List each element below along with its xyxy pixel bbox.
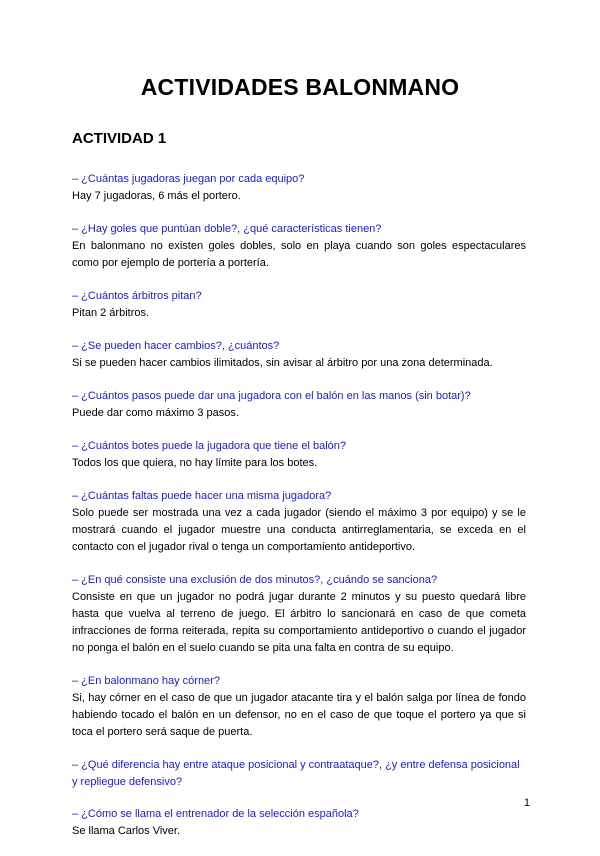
qa-item xyxy=(72,438,526,472)
qa-item xyxy=(72,673,526,741)
answer-text: Se llama Carlos Viver. xyxy=(72,825,181,837)
qa-item xyxy=(72,388,526,422)
question-text: – ¿Cuántos botes puede la jugadora que tiene el balón? xyxy=(72,440,346,452)
qa-item xyxy=(72,338,526,372)
qa-item xyxy=(72,757,526,791)
question-text: – ¿Se pueden hacer cambios?, ¿cuántos? xyxy=(72,340,280,352)
question-text: – ¿En qué consiste una exclusión de dos minutos?, ¿cuándo se sanciona? xyxy=(72,574,438,586)
qa-item xyxy=(72,288,526,322)
question-text: – ¿En balonmano hay córner? xyxy=(72,675,220,687)
answer-text: Consiste en que un jugador no podrá jugar durante 2 minutos y su puesto quedará libre hasta que vuelva al terreno de juego. El árbitro lo sancionará en caso de que cometa infracciones de forma reiterada, repita su comportamiento antideportivo o cuando el jugador no ponga el balón en el suelo cuando se pita una falta en contra de su equipo. xyxy=(72,591,526,654)
answer-text: Si se pueden hacer cambios ilimitados, sin avisar al árbitro por una zona determinada. xyxy=(72,357,493,369)
question-text: – ¿Hay goles que puntúan doble?, ¿qué características tienen? xyxy=(72,223,382,235)
qa-item xyxy=(72,806,526,840)
question-text: – ¿Cómo se llama el entrenador de la selección española? xyxy=(72,808,359,820)
answer-text: Si, hay córner en el caso de que un jugador atacante tira y el balón salga por línea de fondo habiendo tocado el balón en un defensor, no en el caso de que toque el portero ya que si toca el portero será saque de puerta. xyxy=(72,692,526,738)
question-text: – ¿Cuántos árbitros pitan? xyxy=(72,290,202,302)
qa-list xyxy=(72,171,526,856)
answer-text: Solo puede ser mostrada una vez a cada jugador (siendo el máximo 3 por equipo) y se le mostrará cuando el jugador muestre una conducta antirreglamentaria, se exceda en el contacto con el jugador rival o tenga un comportamiento antideportivo. xyxy=(72,507,526,553)
answer-text: Puede dar como máximo 3 pasos. xyxy=(72,407,239,419)
qa-item xyxy=(72,221,526,272)
answer-text: En balonmano no existen goles dobles, solo en playa cuando son goles espectaculares como por ejemplo de portería a portería. xyxy=(72,240,526,269)
question-text: – ¿Cuántas faltas puede hacer una misma jugadora? xyxy=(72,490,332,502)
qa-item xyxy=(72,171,526,205)
answer-text: Pitan 2 árbitros. xyxy=(72,307,150,319)
answer-text: Todos los que quiera, no hay límite para los botes. xyxy=(72,457,318,469)
document-title: ACTIVIDADES BALONMANO xyxy=(140,74,460,100)
question-text: – ¿Cuántas jugadoras juegan por cada equipo? xyxy=(72,173,305,185)
qa-item xyxy=(72,572,526,657)
answer-text: Hay 7 jugadoras, 6 más el portero. xyxy=(72,190,241,202)
question-text: – ¿Qué diferencia hay entre ataque posicional y contraataque?, ¿y entre defensa posicional y repliegue defensivo? xyxy=(72,759,520,788)
page-number: 1 xyxy=(523,797,530,809)
qa-item xyxy=(72,488,526,556)
section-title: ACTIVIDAD 1 xyxy=(72,130,167,147)
question-text: – ¿Cuántos pasos puede dar una jugadora con el balón en las manos (sin botar)? xyxy=(72,390,471,402)
